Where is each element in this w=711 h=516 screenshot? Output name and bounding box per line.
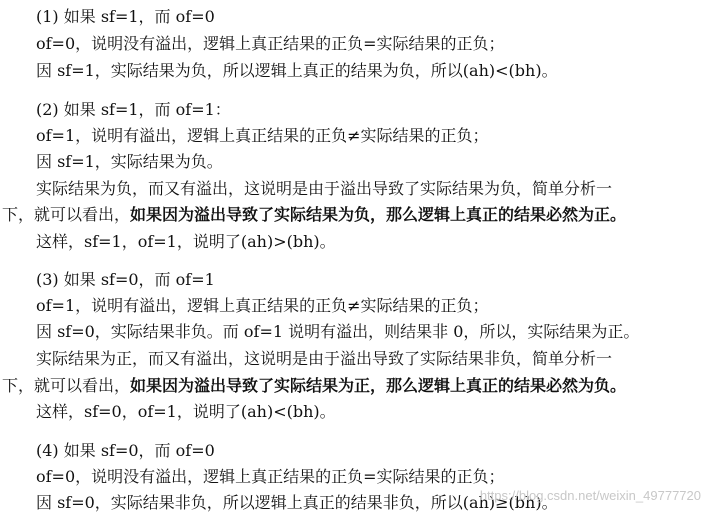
section-2-line-1: of=1，说明有溢出，逻辑上真正结果的正负≠实际结果的正负； — [36, 126, 489, 145]
section-3-line-3: 实际结果为正，而又有溢出，这说明是由于溢出导致了实际结果非负，简单分析一 — [36, 349, 613, 368]
section-1-line-1: of=0，说明没有溢出，逻辑上真正结果的正负=实际结果的正负； — [36, 34, 505, 53]
watermark: https://blog.csdn.net/weixin_49777720 — [479, 488, 701, 503]
section-2-emphasis: 如果因为溢出导致了实际结果为负，那么逻辑上真正的结果必然为正。 — [130, 205, 627, 224]
section-4-line-2: 因 sf=0，实际结果非负，所以逻辑上真正的结果非负，所以(ah)≥(bh)。 — [36, 493, 558, 512]
section-3-emphasis: 如果因为溢出导致了实际结果为正，那么逻辑上真正的结果必然为负。 — [130, 376, 627, 395]
section-2-wrap-line — [2, 204, 626, 226]
section-3-wrap-line — [2, 375, 626, 397]
section-3-line-2: 因 sf=0，实际结果非负。而 of=1 说明有溢出，则结果非 0，所以，实际结果为正。 — [36, 322, 640, 341]
section-1-heading: (1) 如果 sf=1，而 of=0 — [36, 7, 215, 26]
section-4-heading: (4) 如果 sf=0，而 of=0 — [36, 441, 215, 460]
section-3-heading: (3) 如果 sf=0，而 of=1 — [36, 270, 215, 289]
section-2-line-3: 实际结果为负，而又有溢出，这说明是由于溢出导致了实际结果为负，简单分析一 — [36, 179, 613, 198]
section-2-conclusion: 这样，sf=1，of=1，说明了(ah)>(bh)。 — [36, 232, 336, 251]
section-2-line-2: 因 sf=1，实际结果为负。 — [36, 152, 223, 171]
section-3-line-1: of=1，说明有溢出，逻辑上真正结果的正负≠实际结果的正负； — [36, 296, 489, 315]
section-2-heading: (2) 如果 sf=1，而 of=1： — [36, 100, 231, 119]
section-3-conclusion: 这样，sf=0，of=1，说明了(ah)<(bh)。 — [36, 402, 336, 421]
section-4-line-1: of=0，说明没有溢出，逻辑上真正结果的正负=实际结果的正负； — [36, 467, 505, 486]
section-1-line-2: 因 sf=1，实际结果为负，所以逻辑上真正的结果为负，所以(ah)<(bh)。 — [36, 61, 558, 80]
section-2-wrap-prefix: 下，就可以看出， — [2, 205, 131, 224]
section-3-wrap-prefix: 下，就可以看出， — [2, 376, 131, 395]
